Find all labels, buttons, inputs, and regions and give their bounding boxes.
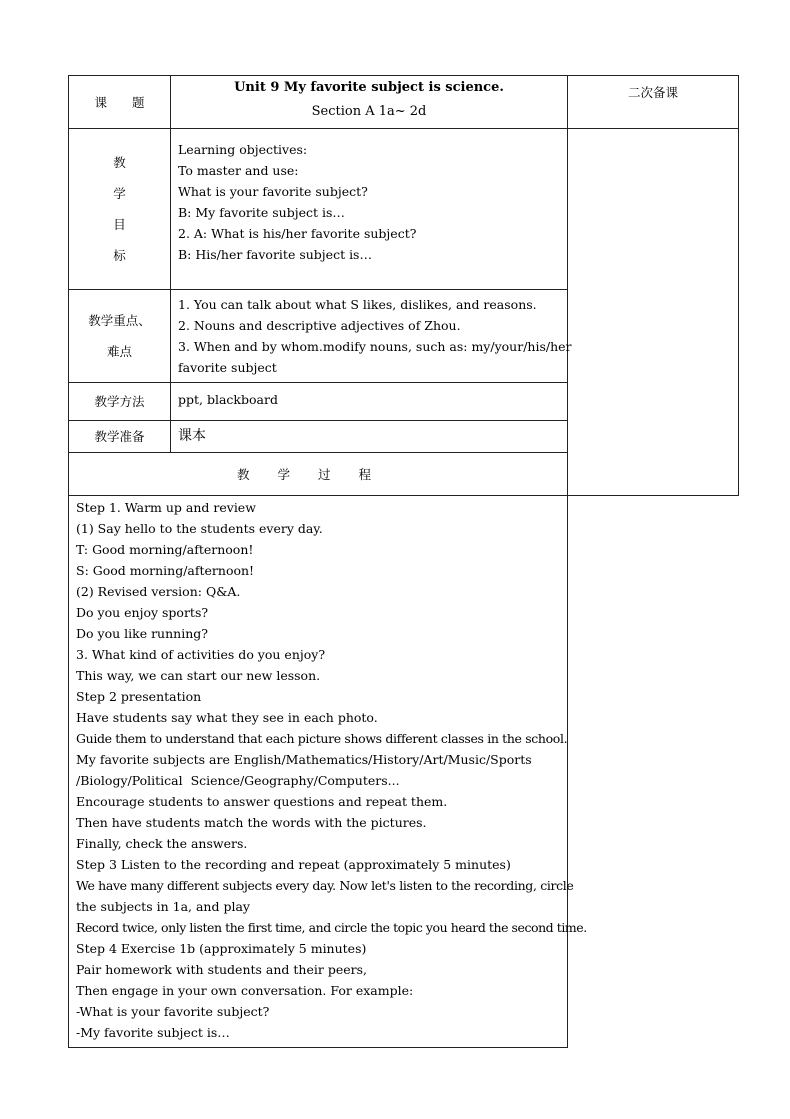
lesson-plan-table — [68, 75, 739, 1048]
process-line: Step 1. Warm up and review — [76, 500, 256, 515]
objectives-row — [69, 129, 739, 290]
key-point-line: 1. You can talk about what S likes, dislikes, and reasons. — [178, 297, 537, 312]
process-line: 3. What kind of activities do you enjoy? — [76, 647, 326, 662]
lesson-title-cell — [171, 76, 568, 129]
process-line: Guide them to understand that each picture shows different classes in the school. — [76, 731, 568, 746]
method-value: ppt, blackboard — [171, 383, 568, 421]
process-line: Pair homework with students and their peers, — [76, 962, 367, 977]
preparation-value: 课本 — [171, 421, 568, 453]
objectives-label-char: 目 — [113, 217, 126, 232]
process-body-row — [69, 496, 739, 1048]
objective-line: B: His/her favorite subject is… — [178, 247, 372, 262]
objective-line: Learning objectives: — [178, 142, 308, 157]
process-content — [69, 496, 587, 1048]
preparation-label: 教学准备 — [69, 421, 171, 453]
secondary-prep-column — [568, 129, 739, 496]
topic-row — [69, 76, 739, 129]
process-line: (1) Say hello to the students every day. — [76, 521, 323, 536]
key-point-line: 2. Nouns and descriptive adjectives of Zhou. — [178, 318, 461, 333]
key-points-label — [69, 290, 171, 383]
process-line: /Biology/Political Science/Geography/Computers... — [76, 773, 400, 788]
process-line: the subjects in 1a, and play — [76, 899, 250, 914]
objectives-label-char: 学 — [113, 186, 126, 201]
process-line: Step 4 Exercise 1b (approximately 5 minutes) — [76, 941, 367, 956]
process-header: 教学过程 — [69, 453, 568, 496]
process-line: S: Good morning/afternoon! — [76, 563, 255, 578]
process-line: T: Good morning/afternoon! — [76, 542, 254, 557]
objectives-label-char: 教 — [113, 155, 126, 170]
process-line: My favorite subjects are English/Mathematics/History/Art/Music/Sports — [76, 752, 532, 767]
key-point-line: favorite subject — [178, 360, 277, 375]
process-line: Step 2 presentation — [76, 689, 202, 704]
key-points-label-line: 教学重点、 — [88, 313, 151, 328]
process-line: Finally, check the answers. — [76, 836, 248, 851]
process-line: Have students say what they see in each photo. — [76, 710, 378, 725]
process-line: Step 3 Listen to the recording and repeat (approximately 5 minutes) — [76, 857, 511, 872]
process-line: Do you like running? — [76, 626, 208, 641]
process-line: Do you enjoy sports? — [76, 605, 209, 620]
topic-label: 课 题 — [69, 76, 171, 129]
process-line: Then have students match the words with the pictures. — [76, 815, 427, 830]
process-line: -My favorite subject is… — [76, 1025, 230, 1040]
objective-line: To master and use: — [178, 163, 299, 178]
key-points-label-line: 难点 — [106, 344, 132, 359]
key-point-line: 3. When and by whom.modify nouns, such as: my/your/his/her — [178, 339, 572, 354]
objectives-content — [171, 129, 568, 290]
lesson-section: Section A 1a~ 2d — [311, 104, 427, 119]
process-line: -What is your favorite subject? — [76, 1004, 270, 1019]
process-line: We have many different subjects every day. Now let's listen to the recording, circle — [76, 878, 574, 893]
process-line: Record twice, only listen the first time, and circle the topic you heard the second time. — [76, 920, 587, 935]
process-line: This way, we can start our new lesson. — [76, 668, 321, 683]
objectives-label — [69, 129, 171, 290]
secondary-prep-header: 二次备课 — [568, 76, 739, 129]
objective-line: 2. A: What is his/her favorite subject? — [178, 226, 417, 241]
method-label: 教学方法 — [69, 383, 171, 421]
process-line: Then engage in your own conversation. For example: — [76, 983, 414, 998]
process-line: (2) Revised version: Q&A. — [76, 584, 241, 599]
process-line: Encourage students to answer questions and repeat them. — [76, 794, 448, 809]
objectives-label-char: 标 — [113, 248, 126, 263]
key-points-content — [171, 290, 572, 383]
lesson-title: Unit 9 My favorite subject is science. — [234, 80, 504, 95]
objective-line: B: My favorite subject is… — [178, 205, 345, 220]
objective-line: What is your favorite subject? — [178, 184, 368, 199]
